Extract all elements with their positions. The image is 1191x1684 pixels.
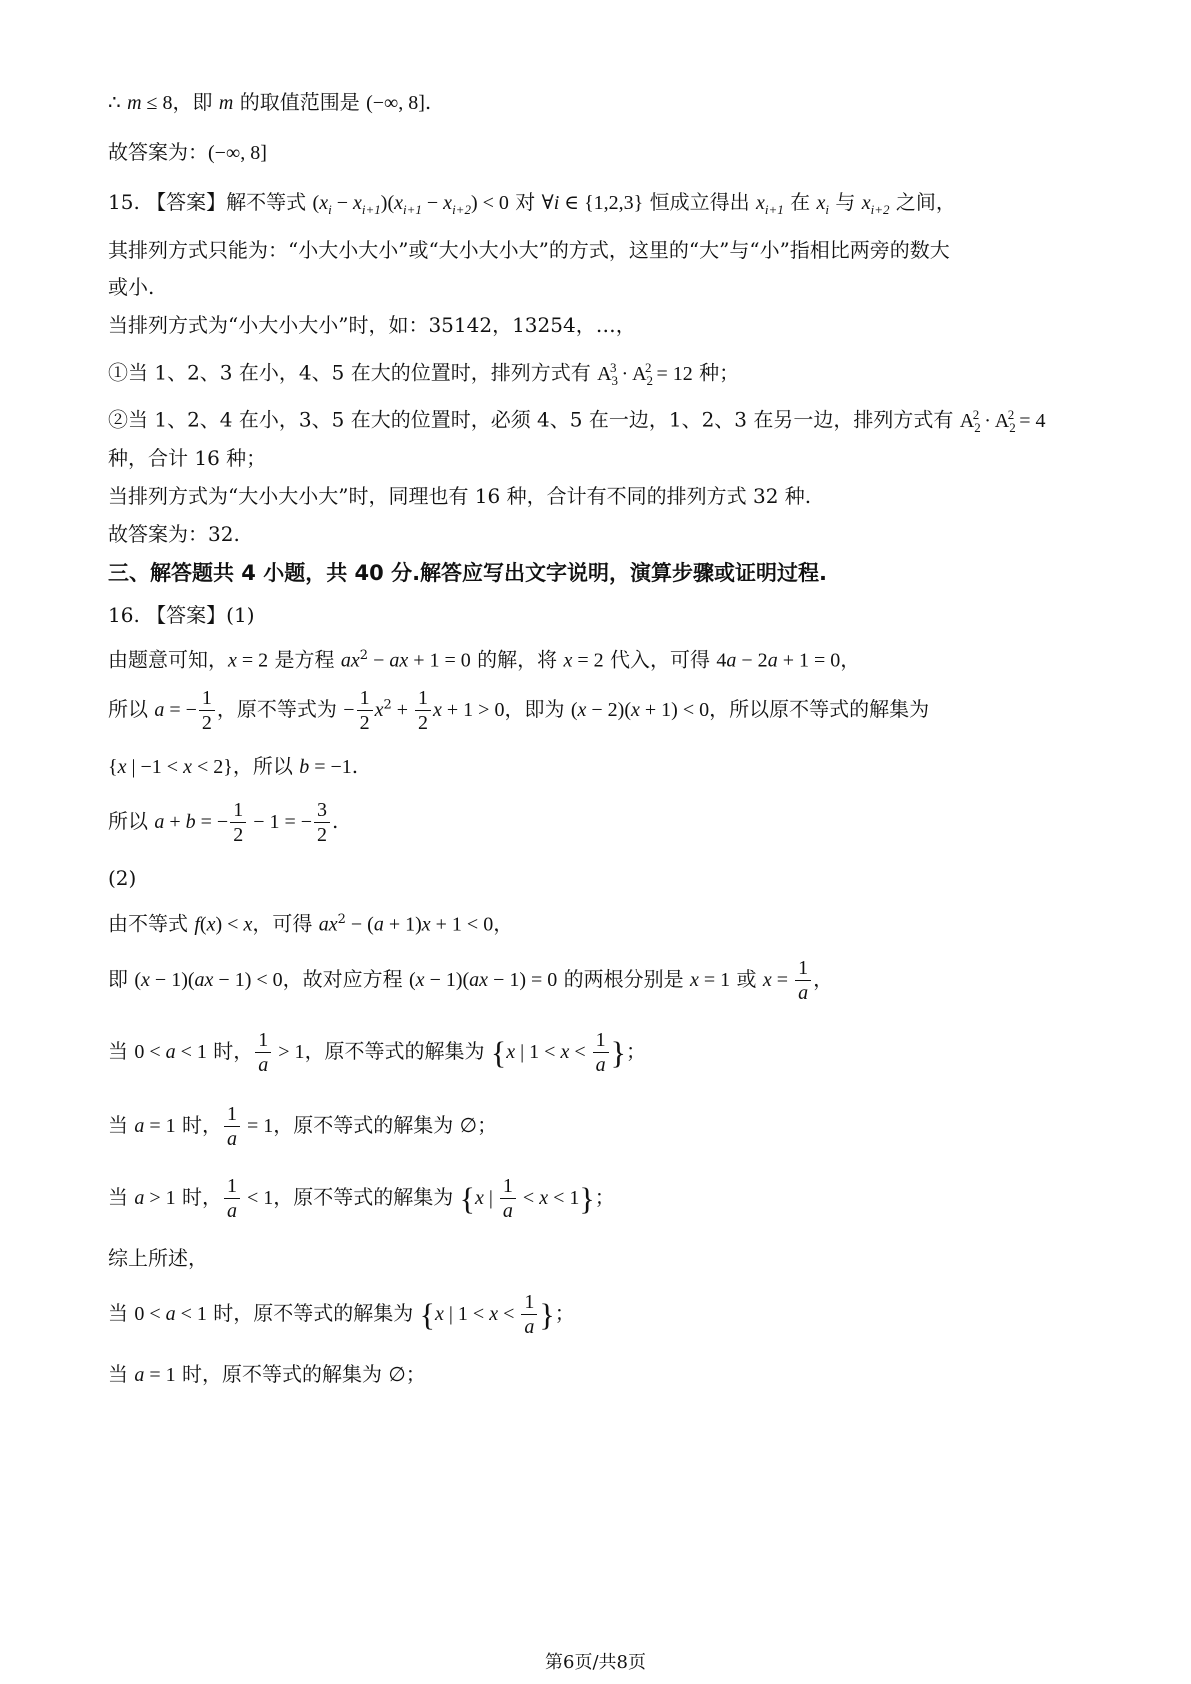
text-line: 当 a = 1 时， $\frac{1}{a}$ = 1，原不等式的解集为 ∅；: [108, 1103, 498, 1150]
text-line: 故答案为：32.: [108, 522, 240, 546]
text-line: {x | −1 < x < 2}，所以 b = −1.: [108, 754, 359, 778]
section-heading: 三、解答题共 4 小题，共 40 分.解答应写出文字说明，演算步骤或证明过程.: [108, 561, 828, 585]
text-line: 当排列方式为“大小大小大”时，同理也有 16 种，合计有不同的排列方式 32 种.: [108, 484, 812, 508]
text-line: 当 a = 1 时，原不等式的解集为 ∅；: [108, 1362, 426, 1386]
text-line: 当排列方式为“小大小大小”时，如：35142，13254，…，: [108, 313, 636, 337]
text-line: 当 a > 1 时， $\frac{1}{a}$ < 1，原不等式的解集为 {x | $\frac{1}{a}$ < x < 1}；: [108, 1175, 615, 1222]
text-line: 由不等式 f(x) < x，可得 $ax^2 - (a + 1)x + 1 < 0$，: [108, 911, 514, 936]
text-line: (2): [108, 866, 137, 890]
text-line: 种，合计 16 种；: [108, 446, 267, 470]
text-line: ①当 1、2、3 在小，4、5 在大的位置时，排列方式有 $A_3^3 \cdot A_2^2 = 12$ 种；: [108, 360, 740, 388]
text-line: 故答案为：(−∞, 8]: [108, 140, 267, 164]
text-line: 所以 a = − $\frac{1}{2}$ ，原不等式为 − $\frac{1}{2}$ $x^2$ + $\frac{1}{2}$ x + 1 > 0，即为 (x − 2)(x + 1) < 0，所以原不等式的解集为: [108, 687, 930, 734]
text-line: 即 (x − 1)(ax − 1) < 0，故对应方程 (x − 1)(ax − 1) = 0 的两根分别是 x = 1 或 x = $\frac{1}{a}$ ，: [108, 957, 834, 1004]
text-line: ②当 1、2、4 在小，3、5 在大的位置时，必须 4、5 在一边，1、2、3 在另一边，排列方式有 $A_2^2 \cdot A_2^2 = 4$: [108, 407, 1046, 435]
text-line: 综上所述，: [108, 1246, 208, 1270]
text-line: 其排列方式只能为：“小大小大小”或“大小大小大”的方式，这里的“大”与“小”指相比两旁的数大: [108, 238, 950, 262]
text-line: 当 0 < a < 1 时， $\frac{1}{a}$ > 1，原不等式的解集为 {x | 1 < x < $\frac{1}{a}$ }；: [108, 1029, 646, 1076]
text-line: 所以 a + b = − $\frac{1}{2}$ − 1 = − $\frac{3}{2}$ .: [108, 799, 339, 846]
text-line: 15. 【答案】解不等式 $(x_i - x_{i+1})(x_{i+1} - x_{i+2}) < 0$ 对 ∀i ∈ {1,2,3} 恒成立得出 $x_{i+1}$ 在 $x_i$ 与 $x_{i+2}$ 之间，: [108, 190, 956, 217]
text-line: 当 0 < a < 1 时，原不等式的解集为 {x | 1 < x < $\frac{1}{a}$ }；: [108, 1291, 575, 1338]
text-line: 由题意可知，x = 2 是方程 $ax^2$ − ax + 1 = 0 的解，将 x = 2 代入，可得 4a − 2a + 1 = 0，: [108, 647, 861, 672]
text-line: 16. 【答案】(1): [108, 603, 255, 627]
page-footer: 第6页/共8页: [545, 1652, 646, 1673]
text-line: ∴ m ≤ 8，即 m 的取值范围是 (−∞, 8].: [108, 90, 432, 114]
text-line: 或小.: [108, 275, 155, 299]
